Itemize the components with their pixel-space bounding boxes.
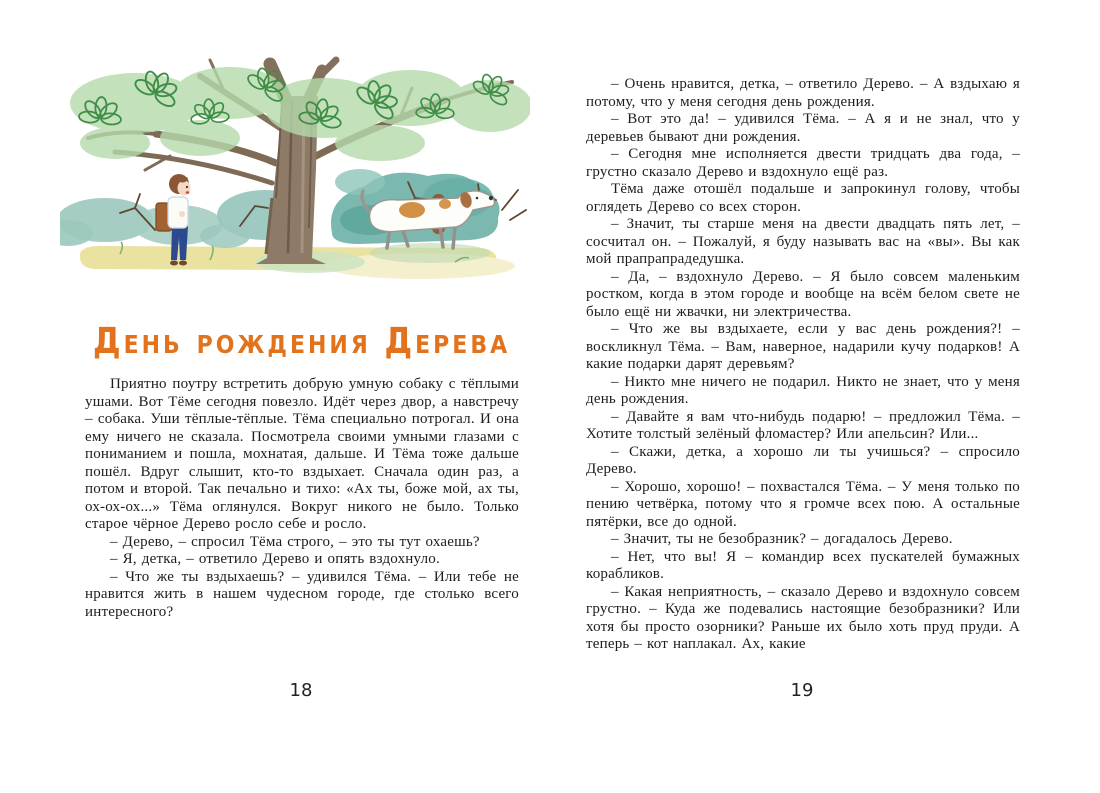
paragraph: – Какая неприятность, – сказало Дерево и вздохнуло совсем грустно. – Куда же подевались настоящие безобразники? Или хотя бы просто озорники? Раньше их было хоть пруд пруди. А теперь – кот наплакал. Ах, какие: [586, 583, 1020, 652]
dog-nose: [489, 196, 493, 200]
paragraph: – Что же ты вздыхаешь? – удивился Тёма. – Или тебе не нравится жить в нашем чудесном городе, где столько всего интересного?: [85, 568, 519, 620]
paragraph: – Сегодня мне исполняется двести тридцать два года, – грустно сказало Дерево и вздохнуло ещё раз.: [586, 146, 1020, 180]
paragraph: – Значит, ты старше меня на двести двадцать пять лет, – сосчитал он. – Пожалуй, я буду называть вас на «вы». Вы как мой прапрапрадедушка.: [586, 216, 1020, 267]
right-page-text: [586, 76, 1020, 654]
paragraph: – Скажи, детка, а хорошо ли ты учишься? – спросило Дерево.: [586, 443, 1020, 477]
paragraph: Приятно поутру встретить добрую умную собаку с тёплыми ушами. Вот Тёме сегодня повезло. Идёт через двор, а навстречу – собака. Уши тёплые-тёплые. Тёма специально потрогал. И она ему ничего не сказала. Посмотрела своими умными глазами с пониманием и пошла, мохнатая, дальше. И Тёма тоже дальше пошёл. Вдруг слышит, кто-то вздыхает. Сначала один раз, а потом и второй. Так печально и тихо: «Ах ты, боже мой, ах ты, ох-ох-ох...» Тёма оглянулся. Вокруг никого не было. Только старое чёрное Дерево росло себе и росло.: [85, 376, 519, 532]
paragraph: – Вот это да! – удивился Тёма. – А я и не знал, что у деревьев бывают дни рождения.: [586, 111, 1020, 145]
paragraph: – Я, детка, – ответило Дерево и опять вздохнуло.: [110, 551, 440, 567]
left-page-text: [85, 376, 519, 621]
paragraph: – Дерево, – спросил Тёма строго, – это ты тут охаешь?: [110, 533, 480, 550]
paragraph: – Хорошо, хорошо! – похвастался Тёма. – У меня только по пению четвёрка, потому что я громче всех пою. А остальные пятёрки, все до одной.: [586, 478, 1020, 530]
paragraph: – Очень нравится, детка, – ответило Дерево. – А вздыхаю я потому, что у меня сегодня день рождения.: [586, 76, 1020, 110]
paragraph: Тёма даже отошёл подальше и запрокинул голову, чтобы оглядеть Дерево со всех сторон.: [586, 181, 1020, 215]
page-number-right: 19: [790, 680, 814, 701]
dog-patch: [399, 202, 425, 218]
paragraph: – Давайте я вам что-нибудь подарю! – предложил Тёма. – Хотите толстый зелёный фломастер? Или апельсин? Или...: [586, 408, 1020, 442]
paragraph: – Нет, что вы! Я – командир всех пускателей бумажных корабликов.: [586, 548, 1020, 582]
page-number-left: 18: [289, 680, 313, 701]
chapter-title: День рождения Дерева: [93, 320, 511, 362]
illustration: [60, 48, 530, 303]
paragraph: – Что же вы вздыхаете, если у вас день рождения?! – воскликнул Тёма. – Вам, наверное, надарили кучу подарков! А какие подарки дарят деревьям?: [586, 321, 1020, 372]
boy-shirt: [168, 197, 188, 228]
paragraph: – Да, – вздохнуло Дерево. – Я было совсем маленьким ростком, когда в этом городе и вообще на всём белом свете не было ещё ни жвачки, ни электричества.: [586, 268, 1020, 320]
paragraph: – Никто мне ничего не подарил. Никто не знает, что у меня день рождения.: [586, 373, 1020, 407]
paragraph: – Значит, ты не безобразник? – догадалось Дерево.: [611, 531, 953, 547]
illustration-svg: [60, 48, 530, 303]
